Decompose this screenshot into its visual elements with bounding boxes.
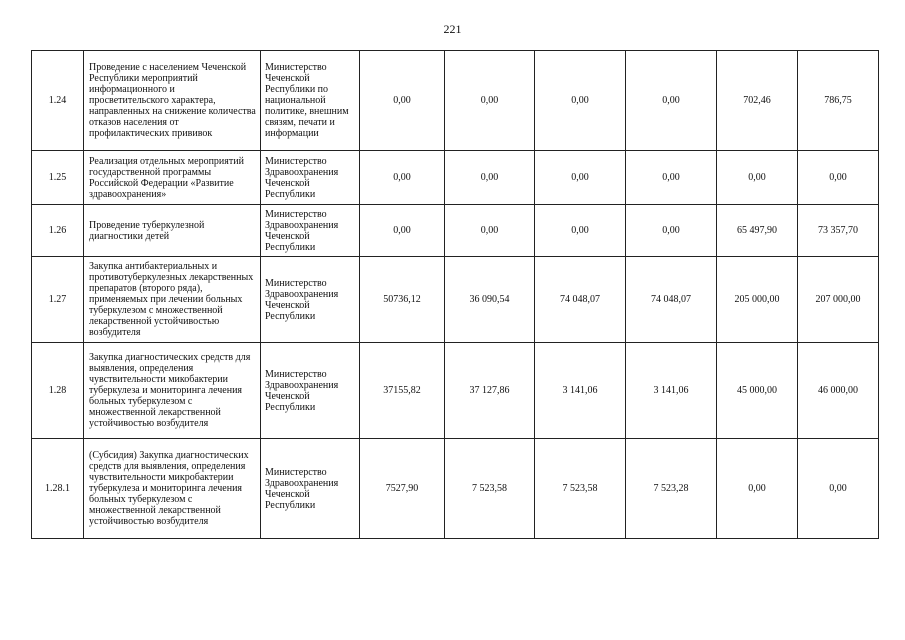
row-value: 74 048,07 — [535, 257, 626, 343]
page-number: 221 — [443, 22, 462, 36]
row-value: 7527,90 — [360, 439, 445, 539]
row-value: 0,00 — [445, 151, 535, 205]
row-value: 0,00 — [626, 51, 717, 151]
row-number: 1.26 — [32, 205, 84, 257]
row-value: 73 357,70 — [798, 205, 879, 257]
row-organization: Министерство Здравоохранения Чеченской Республики — [261, 439, 360, 539]
row-value: 0,00 — [445, 51, 535, 151]
row-value: 7 523,28 — [626, 439, 717, 539]
row-value: 0,00 — [535, 205, 626, 257]
row-value: 50736,12 — [360, 257, 445, 343]
row-value: 0,00 — [360, 51, 445, 151]
row-organization: Министерство Здравоохранения Чеченской Республики — [261, 205, 360, 257]
row-value: 3 141,06 — [535, 343, 626, 439]
row-description: (Субсидия) Закупка диагностических средств для выявления, определения чувствительности микробактерии туберкулеза и мониторинга лечения больных туберкулезом с множественной лекарственной устойчивостью возбудителя — [84, 439, 261, 539]
program-table — [31, 50, 879, 539]
row-value: 7 523,58 — [535, 439, 626, 539]
row-organization: Министерство Здравоохранения Чеченской Республики — [261, 151, 360, 205]
row-value: 0,00 — [360, 151, 445, 205]
table-row — [32, 343, 879, 439]
row-value: 0,00 — [626, 151, 717, 205]
table-row — [32, 205, 879, 257]
table-row — [32, 439, 879, 539]
row-value: 0,00 — [717, 439, 798, 539]
row-number: 1.28.1 — [32, 439, 84, 539]
row-value: 65 497,90 — [717, 205, 798, 257]
row-organization: Министерство Здравоохранения Чеченской Республики — [261, 257, 360, 343]
table-row — [32, 51, 879, 151]
row-value: 0,00 — [798, 151, 879, 205]
row-value: 36 090,54 — [445, 257, 535, 343]
row-value: 0,00 — [360, 205, 445, 257]
row-description: Закупка антибактериальных и противотуберкулезных лекарственных препаратов (второго ряда), применяемых при лечении больных туберкулезом с множественной лекарственной устойчивостью возбудителя — [84, 257, 261, 343]
table-row — [32, 257, 879, 343]
row-value: 0,00 — [717, 151, 798, 205]
row-value: 46 000,00 — [798, 343, 879, 439]
row-description: Проведение с населением Чеченской Республики мероприятий информационного и просветительского характера, направленных на снижение количества отказов населения от профилактических прививок — [84, 51, 261, 151]
row-value: 74 048,07 — [626, 257, 717, 343]
row-value: 207 000,00 — [798, 257, 879, 343]
row-organization: Министерство Чеченской Республики по национальной политике, внешним связям, печати и информации — [261, 51, 360, 151]
row-value: 702,46 — [717, 51, 798, 151]
row-value: 0,00 — [535, 151, 626, 205]
row-value: 0,00 — [535, 51, 626, 151]
row-value: 0,00 — [626, 205, 717, 257]
row-number: 1.25 — [32, 151, 84, 205]
row-value: 3 141,06 — [626, 343, 717, 439]
row-value: 0,00 — [798, 439, 879, 539]
row-number: 1.28 — [32, 343, 84, 439]
row-value: 45 000,00 — [717, 343, 798, 439]
row-value: 37155,82 — [360, 343, 445, 439]
row-organization: Министерство Здравоохранения Чеченской Республики — [261, 343, 360, 439]
row-value: 37 127,86 — [445, 343, 535, 439]
table-row — [32, 151, 879, 205]
row-description: Проведение туберкулезной диагностики детей — [84, 205, 261, 257]
row-value: 7 523,58 — [445, 439, 535, 539]
row-number: 1.27 — [32, 257, 84, 343]
row-value: 205 000,00 — [717, 257, 798, 343]
row-number: 1.24 — [32, 51, 84, 151]
row-value: 786,75 — [798, 51, 879, 151]
row-value: 0,00 — [445, 205, 535, 257]
row-description: Закупка диагностических средств для выявления, определения чувствительности микобактерии туберкулеза и мониторинга лечения больных туберкулезом с множественной лекарственной устойчивостью возбудителя — [84, 343, 261, 439]
row-description: Реализация отдельных мероприятий государственной программы Российской Федерации «Развитие здравоохранения» — [84, 151, 261, 205]
